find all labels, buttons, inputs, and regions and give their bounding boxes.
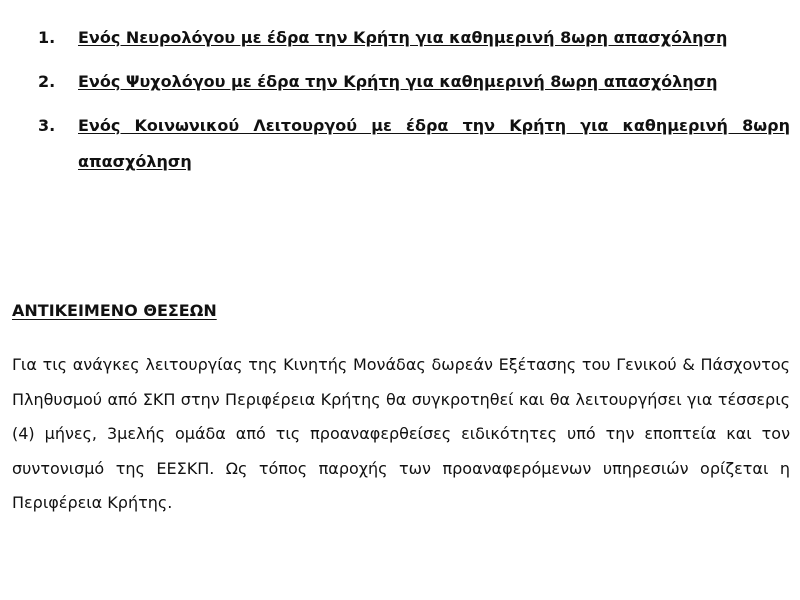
position-list-item-social-worker bbox=[38, 108, 790, 180]
list-item-number: 1. bbox=[38, 28, 56, 47]
position-list-item-psychologist bbox=[38, 64, 790, 100]
position-list-item-neurologist bbox=[38, 20, 790, 56]
section-body: Για τις ανάγκες λειτουργίας της Κινητής Μονάδας δωρεάν Εξέτασης του Γενικού & Πάσχοντος Πληθυσμού από ΣΚΠ στην Περιφέρεια Κρήτης θα συγκροτηθεί και θα λειτουργήσει για τέσσερις (4) μήνες, 3μελής ομάδα από τις προαναφερθείσες ειδικότητες υπό την εποπτεία και τον συντονισμό της ΕΕΣΚΠ. Ως τόπος παροχής των προαναφερόμενων υπηρεσιών ορίζεται η Περιφέρεια Κρήτης. bbox=[12, 355, 790, 512]
list-item-number: 2. bbox=[38, 72, 56, 91]
list-item-text: Ενός Ψυχολόγου με έδρα την Κρήτη για καθημερινή 8ωρη απασχόληση bbox=[78, 72, 718, 91]
section-heading: ΑΝΤΙΚΕΙΜΕΝΟ ΘΕΣΕΩΝ bbox=[12, 301, 217, 320]
position-list bbox=[38, 20, 790, 188]
list-item-number: 3. bbox=[38, 116, 56, 135]
list-item-text: Ενός Νευρολόγου με έδρα την Κρήτη για καθημερινή 8ωρη απασχόληση bbox=[78, 28, 728, 47]
list-item-text: Ενός Κοινωνικού Λειτουργού με έδρα την Κρήτη για καθημερινή 8ωρη απασχόληση bbox=[78, 116, 790, 171]
